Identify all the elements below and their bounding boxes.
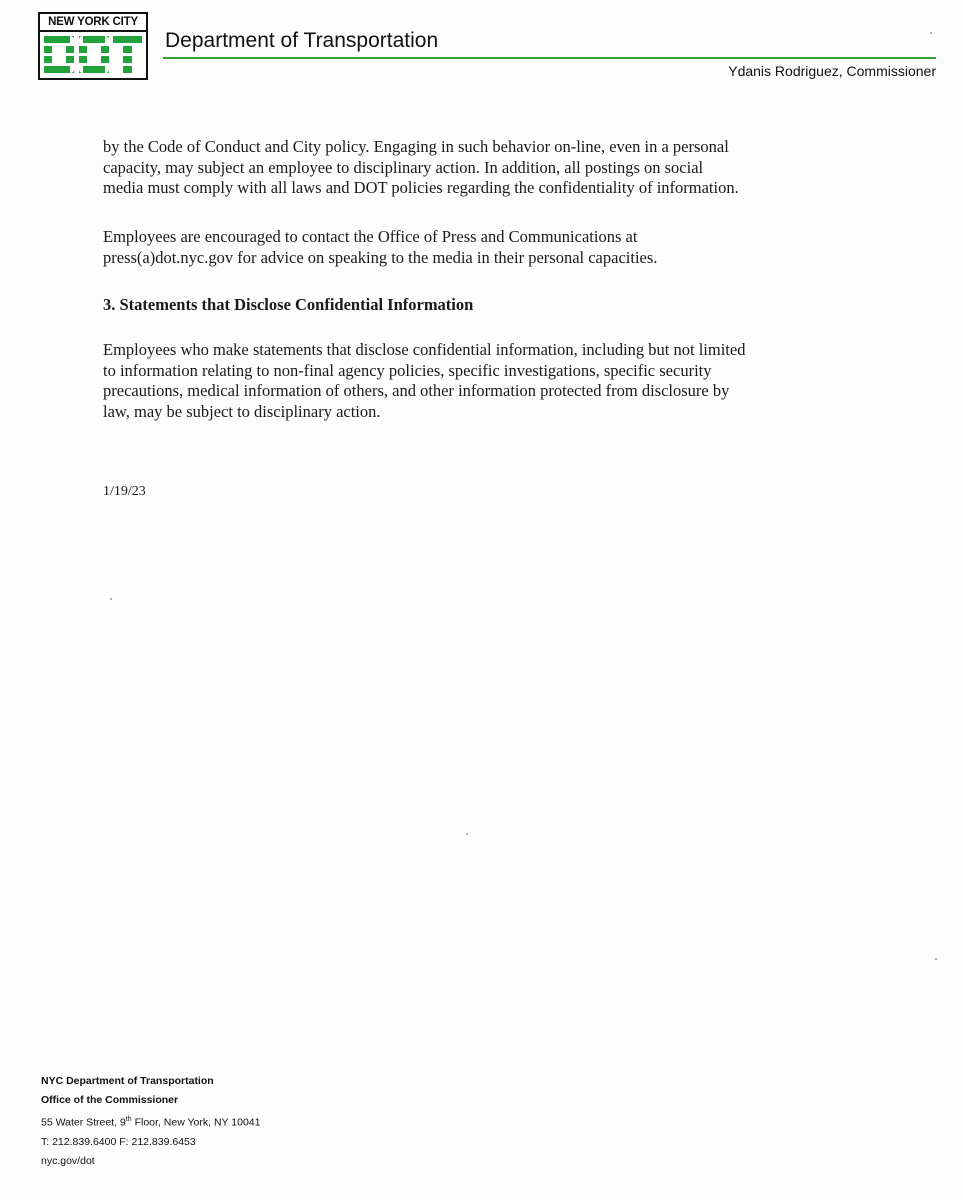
text-line: Employees who make statements that disclose confidential information, including but not limited bbox=[103, 340, 746, 359]
text-line: precautions, medical information of others, and other information protected from disclosure by bbox=[103, 381, 730, 400]
footer-office: Office of the Commissioner bbox=[41, 1094, 179, 1106]
text-line: law, may be subject to disciplinary action. bbox=[103, 401, 381, 421]
section-heading: 3. Statements that Disclose Confidential Information bbox=[103, 295, 474, 314]
text-line: by the Code of Conduct and City policy. Engaging in such behavior on-line, even in a personal bbox=[103, 137, 729, 156]
paragraph-confidential bbox=[103, 340, 878, 422]
header-rule bbox=[163, 57, 936, 59]
paragraph-conduct bbox=[103, 137, 873, 199]
document-date: 1/19/23 bbox=[103, 484, 146, 499]
logo-mark bbox=[38, 32, 148, 80]
logo-city-text: NEW YORK CITY bbox=[48, 16, 138, 28]
footer-phone: T: 212.839.6400 F: 212.839.6453 bbox=[41, 1135, 196, 1148]
text-line: to information relating to non-final agency policies, specific investigations, specific security bbox=[103, 360, 712, 380]
text-line: press(a)dot.nyc.gov for advice on speaking to the media in their personal capacities. bbox=[103, 247, 658, 267]
letter-footer bbox=[41, 1072, 260, 1171]
commissioner-name: Ydanis Rodriguez, Commissioner bbox=[728, 63, 936, 79]
paragraph-press-contact bbox=[103, 227, 873, 268]
dot-logo-icon bbox=[40, 32, 146, 78]
footer-org: NYC Department of Transportation bbox=[41, 1075, 214, 1087]
scan-speck bbox=[110, 598, 112, 600]
text-line: capacity, may subject an employee to disciplinary action. In addition, all postings on social bbox=[103, 157, 704, 177]
scan-speck bbox=[930, 32, 932, 34]
footer-address-sup: th bbox=[125, 1116, 132, 1123]
department-title: Department of Transportation bbox=[165, 29, 439, 52]
text-line: media must comply with all laws and DOT policies regarding the confidentiality of information. bbox=[103, 178, 739, 197]
footer-address-start: 55 Water Street, 9 bbox=[41, 1116, 126, 1129]
scan-speck bbox=[935, 958, 937, 960]
nyc-dot-logo bbox=[38, 12, 148, 80]
logo-top-band bbox=[38, 12, 148, 32]
text-line: Employees are encouraged to contact the Office of Press and Communications at bbox=[103, 227, 638, 246]
footer-website: nyc.gov/dot bbox=[41, 1154, 95, 1167]
scan-speck bbox=[466, 833, 468, 835]
footer-address-end: Floor, New York, NY 10041 bbox=[131, 1116, 261, 1129]
footer-address bbox=[41, 1110, 260, 1133]
